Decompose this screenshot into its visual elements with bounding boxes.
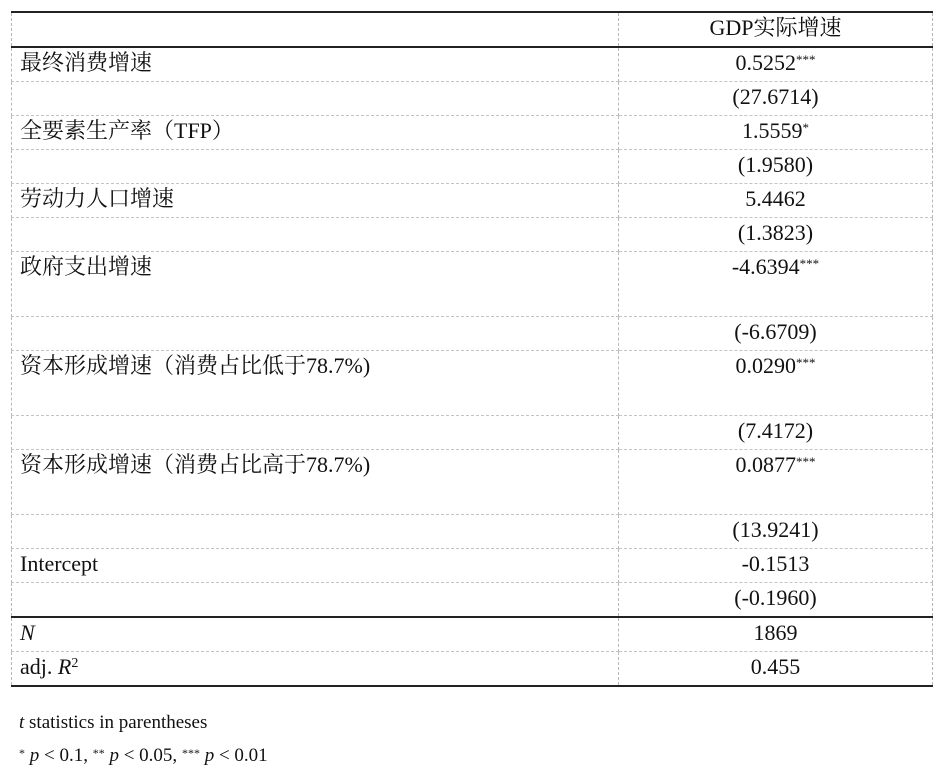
coefficient-row [12, 252, 933, 317]
row-label [12, 317, 619, 351]
row-label: 全要素生产率（TFP） [12, 116, 619, 150]
coefficient-row [12, 184, 933, 218]
row-label [12, 218, 619, 252]
row-value: 0.0290 [735, 353, 796, 378]
row-value-cell [619, 150, 933, 184]
row-label [12, 150, 619, 184]
row-value: (7.4172) [737, 418, 814, 443]
row-value: (1.3823) [737, 220, 814, 245]
adj-r2-value: 0.455 [619, 652, 933, 687]
row-label: 最终消费增速 [12, 47, 619, 82]
row-label: Intercept [12, 549, 619, 583]
row-value: 1.5559 [742, 118, 803, 143]
t-stat-row [12, 82, 933, 116]
row-value-cell [619, 252, 933, 317]
n-label: N [12, 617, 619, 652]
header-label [12, 12, 619, 47]
row-label [12, 416, 619, 450]
t-stat-row [12, 317, 933, 351]
coefficient-row [12, 549, 933, 583]
row-value: -0.1513 [741, 551, 810, 576]
regression-table [11, 11, 933, 687]
significance-stars: * [802, 120, 809, 135]
significance-stars: *** [796, 355, 816, 370]
row-value-cell [619, 184, 933, 218]
row-value-cell [619, 218, 933, 252]
row-value-cell [619, 317, 933, 351]
coefficient-row [12, 351, 933, 416]
header-dependent-variable: GDP实际增速 [619, 12, 933, 47]
row-label: 政府支出增速 [12, 252, 619, 317]
row-value-cell [619, 351, 933, 416]
coefficient-row [12, 47, 933, 82]
row-value-cell [619, 515, 933, 549]
row-value: (1.9580) [737, 152, 814, 177]
note-significance: * p < 0.1, ** p < 0.05, *** p < 0.01 [19, 745, 268, 766]
note-statistics: t statistics in parentheses [19, 712, 208, 733]
row-value: (13.9241) [732, 517, 819, 542]
row-value-cell [619, 549, 933, 583]
significance-stars: *** [796, 52, 816, 67]
table-notes [19, 706, 268, 772]
row-value: (-6.6709) [734, 319, 817, 344]
header-row [12, 12, 933, 47]
row-value-cell [619, 416, 933, 450]
adj-r2-row [12, 652, 933, 687]
row-label: 资本形成增速（消费占比低于78.7%) [12, 351, 619, 416]
row-label [12, 583, 619, 618]
t-stat-row [12, 583, 933, 618]
significance-stars: *** [796, 454, 816, 469]
t-stat-row [12, 515, 933, 549]
row-value-cell [619, 47, 933, 82]
row-value: (27.6714) [732, 84, 819, 109]
row-value: (-0.1960) [734, 585, 817, 610]
row-value: 0.0877 [735, 452, 796, 477]
adj-r2-label: adj. $R^2$ [12, 652, 619, 687]
row-label [12, 82, 619, 116]
n-row [12, 617, 933, 652]
row-label [12, 515, 619, 549]
row-value-cell [619, 116, 933, 150]
t-stat-row [12, 218, 933, 252]
row-value: -4.6394 [731, 254, 800, 279]
row-value-cell [619, 82, 933, 116]
row-value-cell [619, 583, 933, 618]
row-value: 5.4462 [745, 186, 806, 211]
row-label: 劳动力人口增速 [12, 184, 619, 218]
n-value: 1869 [619, 617, 933, 652]
coefficient-row [12, 450, 933, 515]
coefficient-row [12, 116, 933, 150]
t-stat-row [12, 150, 933, 184]
row-value-cell [619, 450, 933, 515]
row-label: 资本形成增速（消费占比高于78.7%) [12, 450, 619, 515]
row-value: 0.5252 [735, 50, 796, 75]
t-stat-row [12, 416, 933, 450]
significance-stars: *** [799, 256, 820, 271]
